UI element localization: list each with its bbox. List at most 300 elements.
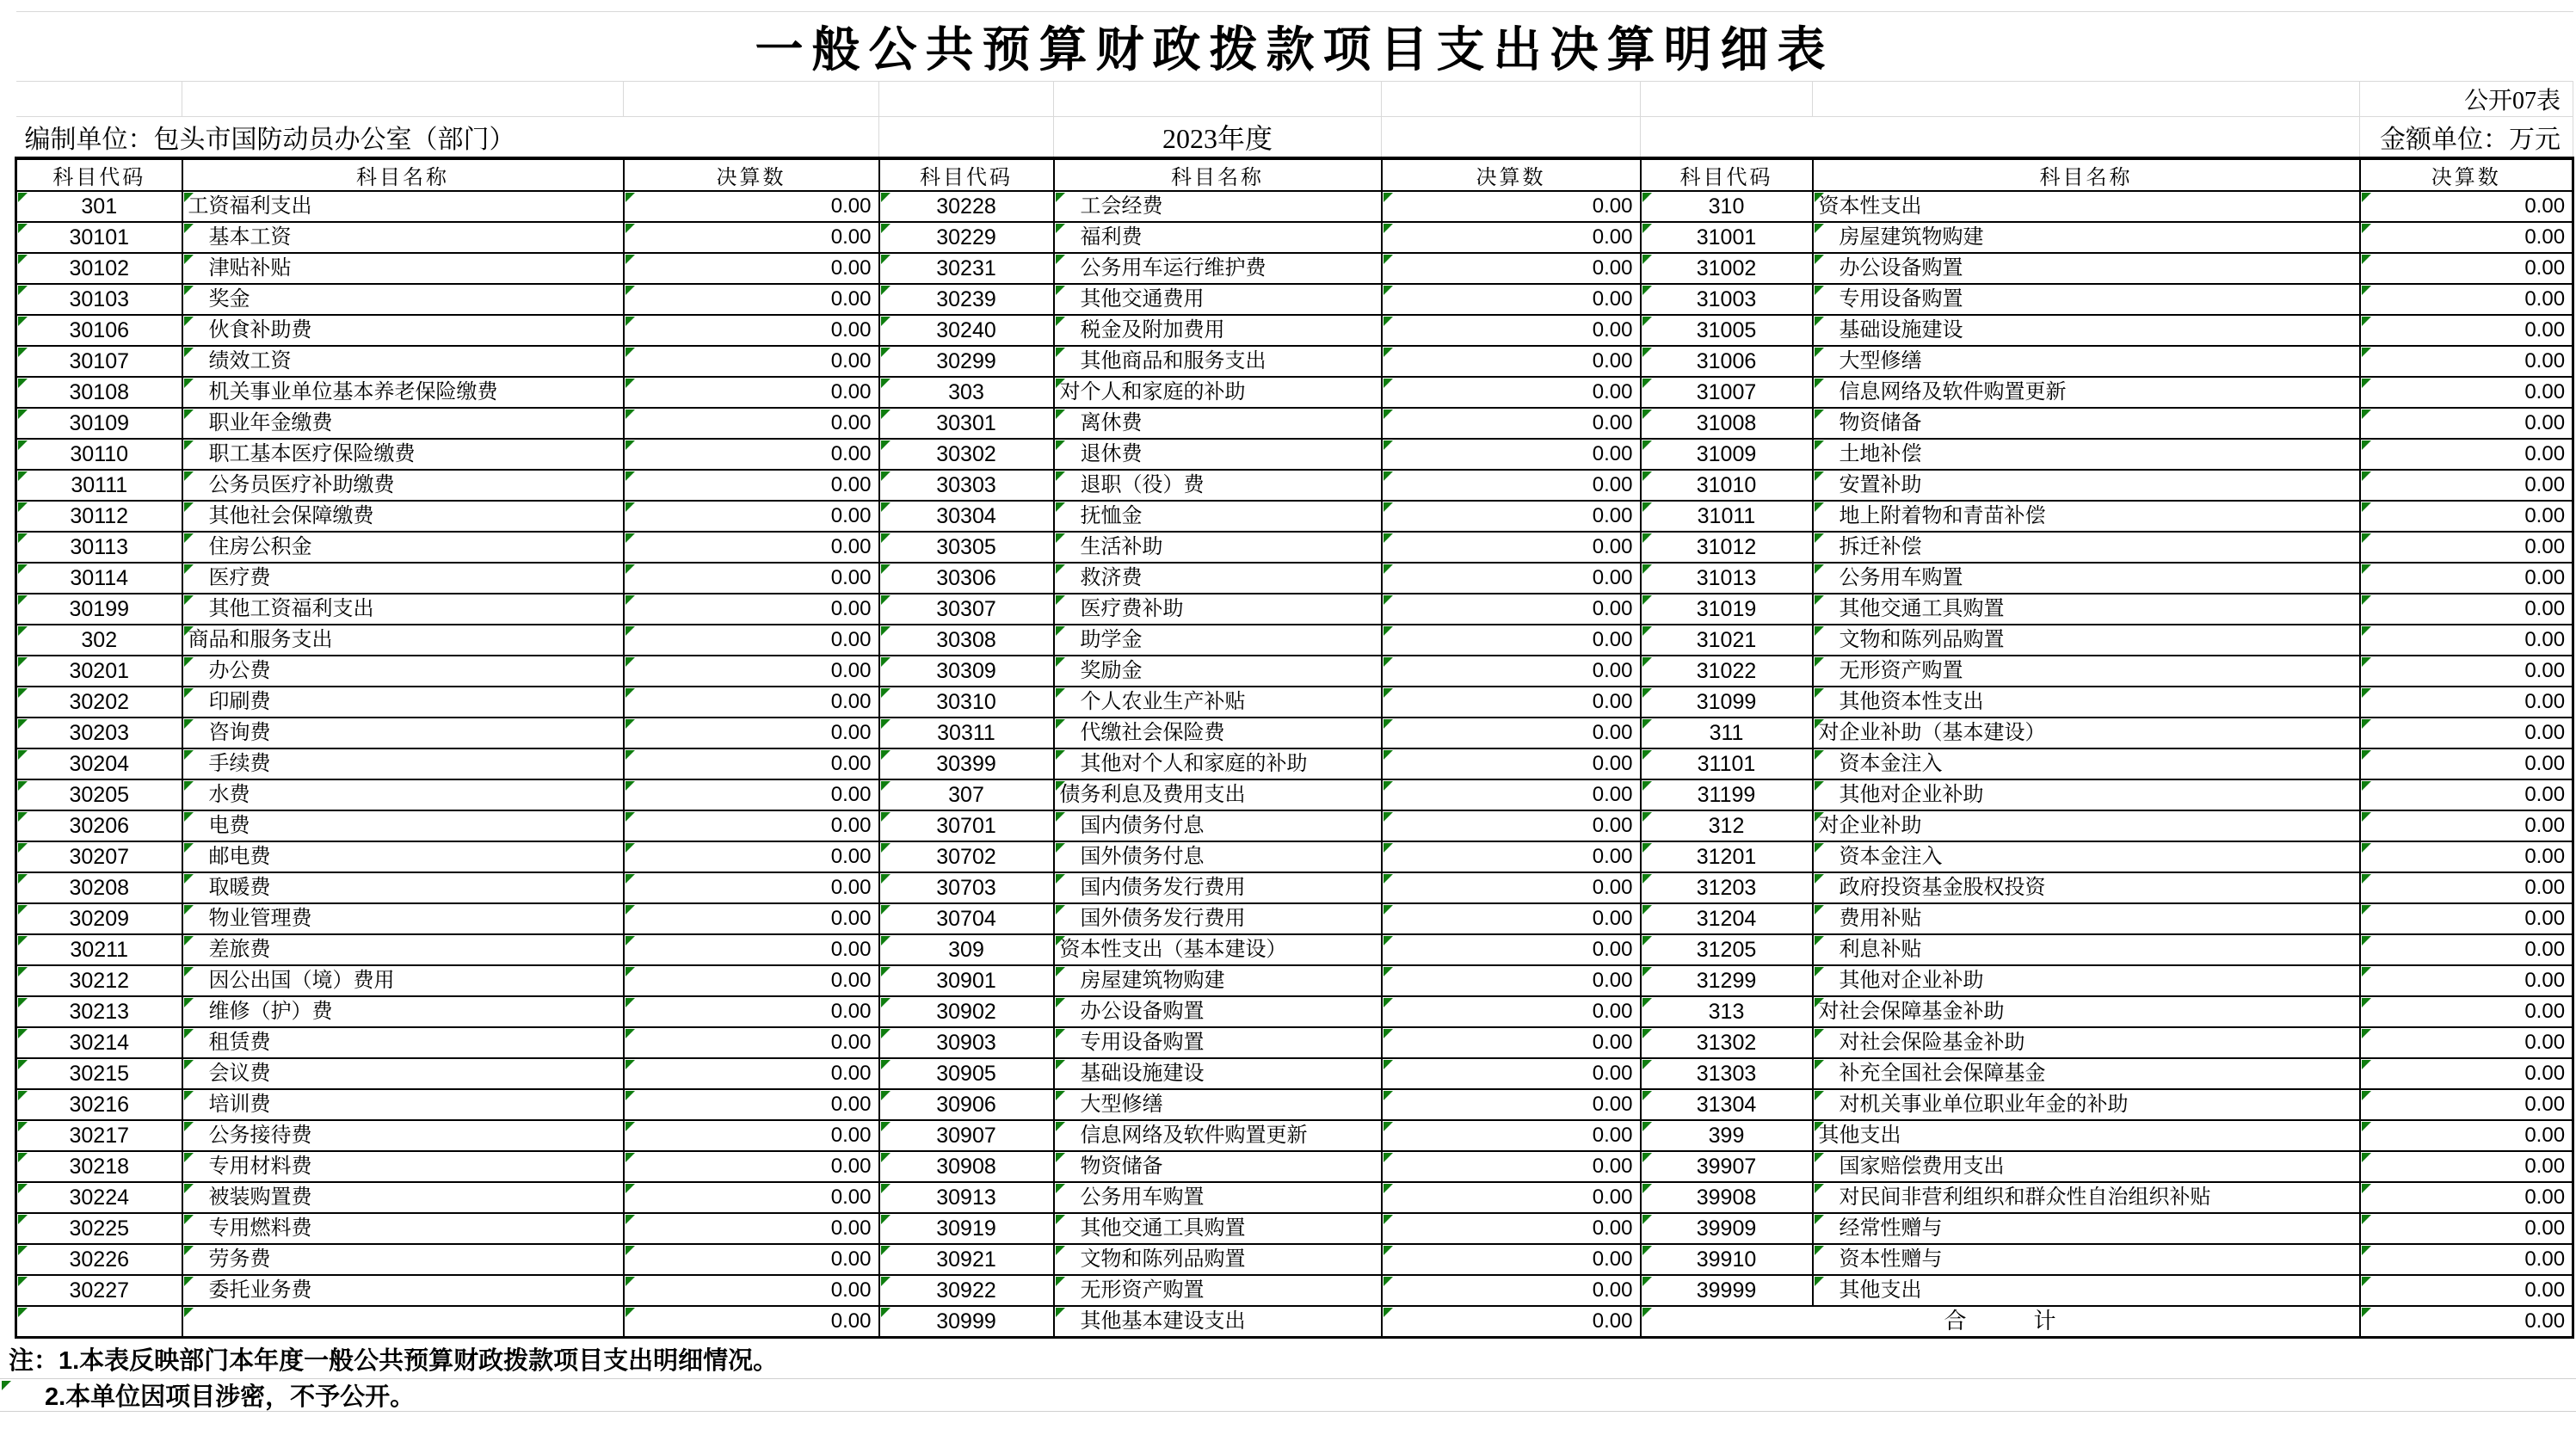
amount-cell: 0.00 xyxy=(2360,222,2573,253)
amount-cell: 0.00 xyxy=(2360,718,2573,748)
subject-code-cell: 31007 xyxy=(1641,377,1813,408)
subject-code-cell: 30109 xyxy=(16,408,182,439)
subject-code-cell: 311 xyxy=(1641,718,1813,748)
subject-code-cell: 30112 xyxy=(16,501,182,532)
subject-code-cell: 30204 xyxy=(16,748,182,779)
amount-cell: 0.00 xyxy=(624,346,879,377)
budget-detail-sheet xyxy=(0,11,2576,1429)
subject-name-cell: 其他交通工具购置 xyxy=(1813,594,2360,625)
page-title: 一般公共预算财政拨款项目支出决算明细表 xyxy=(16,12,2573,82)
amount-cell: 0.00 xyxy=(2360,841,2573,872)
amount-cell: 0.00 xyxy=(624,1027,879,1058)
amount-cell: 0.00 xyxy=(1382,563,1641,594)
subject-code-cell: 31005 xyxy=(1641,315,1813,346)
subject-code-cell: 30307 xyxy=(879,594,1054,625)
subject-name-cell: 基础设施建设 xyxy=(1813,315,2360,346)
subject-name-cell: 其他交通工具购置 xyxy=(1054,1213,1382,1244)
note-line-2: 2.本单位因项目涉密，不予公开。 xyxy=(0,1379,2576,1412)
table-row xyxy=(16,687,2573,718)
subject-name-cell: 商品和服务支出 xyxy=(182,625,624,656)
subject-code-cell: 31001 xyxy=(1641,222,1813,253)
subject-code-cell: 30399 xyxy=(879,748,1054,779)
amount-cell: 0.00 xyxy=(1382,470,1641,501)
amount-cell: 0.00 xyxy=(2360,191,2573,222)
subject-name-cell: 经常性赠与 xyxy=(1813,1213,2360,1244)
table-row xyxy=(16,501,2573,532)
subject-name-cell: 对企业补助（基本建设） xyxy=(1813,718,2360,748)
subject-name-cell: 其他工资福利支出 xyxy=(182,594,624,625)
spacer-cell xyxy=(1641,117,2360,159)
amount-cell: 0.00 xyxy=(1382,687,1641,718)
amount-cell: 0.00 xyxy=(624,934,879,965)
subject-code-cell: 30302 xyxy=(879,439,1054,470)
table-row xyxy=(16,1275,2573,1306)
subject-name-cell: 拆迁补偿 xyxy=(1813,532,2360,563)
subject-name-cell: 劳务费 xyxy=(182,1244,624,1275)
amount-cell: 0.00 xyxy=(624,532,879,563)
subject-code-cell: 31303 xyxy=(1641,1058,1813,1089)
subject-code-cell: 30106 xyxy=(16,315,182,346)
header-amount-3: 决算数 xyxy=(2360,158,2573,191)
subject-name-cell: 其他资本性支出 xyxy=(1813,687,2360,718)
subject-name-cell: 对个人和家庭的补助 xyxy=(1054,377,1382,408)
subject-code-cell: 30239 xyxy=(879,284,1054,315)
amount-cell: 0.00 xyxy=(1382,1182,1641,1213)
subject-name-cell: 工会经费 xyxy=(1054,191,1382,222)
amount-cell: 0.00 xyxy=(624,315,879,346)
subject-code-cell: 30108 xyxy=(16,377,182,408)
header-subject-code-3: 科目代码 xyxy=(1641,158,1813,191)
amount-cell: 0.00 xyxy=(2360,470,2573,501)
table-row xyxy=(16,408,2573,439)
amount-cell: 0.00 xyxy=(1382,1120,1641,1151)
subject-code-cell: 399 xyxy=(1641,1120,1813,1151)
spacer-cell xyxy=(16,82,182,117)
subject-code-cell: 310 xyxy=(1641,191,1813,222)
amount-cell: 0.00 xyxy=(624,377,879,408)
subject-name-cell: 其他支出 xyxy=(1813,1275,2360,1306)
spacer-cell xyxy=(624,82,879,117)
header-subject-name-2: 科目名称 xyxy=(1054,158,1382,191)
subject-name-cell: 邮电费 xyxy=(182,841,624,872)
subject-code-cell: 31201 xyxy=(1641,841,1813,872)
amount-cell: 0.00 xyxy=(2360,934,2573,965)
amount-cell: 0.00 xyxy=(624,841,879,872)
table-row xyxy=(16,1058,2573,1089)
amount-cell: 0.00 xyxy=(1382,1027,1641,1058)
amount-cell: 0.00 xyxy=(1382,284,1641,315)
subject-name-cell xyxy=(182,1306,624,1338)
subject-code-cell: 31010 xyxy=(1641,470,1813,501)
subject-code-cell: 31002 xyxy=(1641,253,1813,284)
subject-name-cell: 办公费 xyxy=(182,656,624,687)
subject-code-cell: 30922 xyxy=(879,1275,1054,1306)
amount-cell: 0.00 xyxy=(624,563,879,594)
subject-code-cell: 30114 xyxy=(16,563,182,594)
amount-cell: 0.00 xyxy=(624,810,879,841)
subject-code-cell: 301 xyxy=(16,191,182,222)
subject-code-cell: 31204 xyxy=(1641,903,1813,934)
subject-name-cell: 大型修缮 xyxy=(1054,1089,1382,1120)
subject-name-cell: 退休费 xyxy=(1054,439,1382,470)
subject-code-cell: 30228 xyxy=(879,191,1054,222)
spacer-cell xyxy=(182,82,624,117)
subject-name-cell: 资本性赠与 xyxy=(1813,1244,2360,1275)
subject-code-cell: 31012 xyxy=(1641,532,1813,563)
subject-name-cell: 奖金 xyxy=(182,284,624,315)
subject-name-cell: 国内债务付息 xyxy=(1054,810,1382,841)
subject-name-cell: 国外债务发行费用 xyxy=(1054,903,1382,934)
subject-name-cell: 费用补贴 xyxy=(1813,903,2360,934)
amount-cell: 0.00 xyxy=(2360,563,2573,594)
amount-cell: 0.00 xyxy=(1382,903,1641,934)
subject-code-cell: 39909 xyxy=(1641,1213,1813,1244)
amount-cell: 0.00 xyxy=(2360,872,2573,903)
subject-name-cell: 大型修缮 xyxy=(1813,346,2360,377)
amount-cell: 0.00 xyxy=(1382,996,1641,1027)
spacer-cell xyxy=(1382,117,1641,159)
subject-name-cell: 公务用车购置 xyxy=(1054,1182,1382,1213)
subject-code-cell: 30216 xyxy=(16,1089,182,1120)
subject-name-cell: 其他对企业补助 xyxy=(1813,779,2360,810)
subject-name-cell: 公务员医疗补助缴费 xyxy=(182,470,624,501)
amount-cell: 0.00 xyxy=(2360,315,2573,346)
subject-name-cell: 对民间非营利组织和群众性自治组织补贴 xyxy=(1813,1182,2360,1213)
table-row xyxy=(16,841,2573,872)
table-row xyxy=(16,1151,2573,1182)
subject-code-cell: 30903 xyxy=(879,1027,1054,1058)
amount-cell: 0.00 xyxy=(1382,377,1641,408)
subject-name-cell: 其他支出 xyxy=(1813,1120,2360,1151)
table-row xyxy=(16,439,2573,470)
subject-code-cell: 30103 xyxy=(16,284,182,315)
table-row xyxy=(16,872,2573,903)
subject-name-cell: 生活补助 xyxy=(1054,532,1382,563)
subject-name-cell: 福利费 xyxy=(1054,222,1382,253)
subject-name-cell: 助学金 xyxy=(1054,625,1382,656)
subject-code-cell: 30203 xyxy=(16,718,182,748)
subject-code-cell: 30199 xyxy=(16,594,182,625)
subject-name-cell: 土地补偿 xyxy=(1813,439,2360,470)
budget-detail-table xyxy=(15,11,2574,1339)
subject-name-cell: 公务用车运行维护费 xyxy=(1054,253,1382,284)
subject-code-cell: 30308 xyxy=(879,625,1054,656)
subject-name-cell: 对社会保险基金补助 xyxy=(1813,1027,2360,1058)
amount-cell: 0.00 xyxy=(624,779,879,810)
subject-code-cell: 30110 xyxy=(16,439,182,470)
header-subject-code-1: 科目代码 xyxy=(16,158,182,191)
subject-name-cell: 因公出国（境）费用 xyxy=(182,965,624,996)
amount-cell: 0.00 xyxy=(1382,1244,1641,1275)
subject-name-cell: 住房公积金 xyxy=(182,532,624,563)
subject-name-cell: 水费 xyxy=(182,779,624,810)
subject-code-cell: 31299 xyxy=(1641,965,1813,996)
spacer-cell xyxy=(879,82,1054,117)
subject-name-cell: 奖励金 xyxy=(1054,656,1382,687)
subject-code-cell: 31011 xyxy=(1641,501,1813,532)
subject-name-cell: 职工基本医疗保险缴费 xyxy=(182,439,624,470)
table-row xyxy=(16,656,2573,687)
subject-code-cell: 30225 xyxy=(16,1213,182,1244)
sheet-label-row xyxy=(16,82,2573,117)
amount-cell: 0.00 xyxy=(1382,1275,1641,1306)
header-subject-code-2: 科目代码 xyxy=(879,158,1054,191)
amount-cell: 0.00 xyxy=(624,996,879,1027)
table-row xyxy=(16,1244,2573,1275)
spacer-cell xyxy=(1641,82,1813,117)
subject-name-cell: 国内债务发行费用 xyxy=(1054,872,1382,903)
spacer-cell xyxy=(1054,82,1382,117)
subject-name-cell: 物资储备 xyxy=(1054,1151,1382,1182)
sheet-label: 公开07表 xyxy=(2360,82,2573,117)
amount-cell: 0.00 xyxy=(1382,934,1641,965)
subject-code-cell: 30301 xyxy=(879,408,1054,439)
amount-cell: 0.00 xyxy=(624,408,879,439)
amount-cell: 0.00 xyxy=(2360,965,2573,996)
subject-code-cell: 30207 xyxy=(16,841,182,872)
amount-cell: 0.00 xyxy=(2360,594,2573,625)
table-row xyxy=(16,315,2573,346)
amount-cell: 0.00 xyxy=(2360,810,2573,841)
table-row xyxy=(16,191,2573,222)
subject-code-cell: 30113 xyxy=(16,532,182,563)
subject-code-cell: 31008 xyxy=(1641,408,1813,439)
amount-cell: 0.00 xyxy=(2360,377,2573,408)
subject-name-cell: 利息补贴 xyxy=(1813,934,2360,965)
amount-cell: 0.00 xyxy=(1382,191,1641,222)
spacer-cell xyxy=(1382,82,1641,117)
subject-name-cell: 咨询费 xyxy=(182,718,624,748)
subject-code-cell: 30231 xyxy=(879,253,1054,284)
subject-name-cell: 专用设备购置 xyxy=(1813,284,2360,315)
subject-name-cell: 抚恤金 xyxy=(1054,501,1382,532)
amount-cell: 0.00 xyxy=(624,470,879,501)
table-row xyxy=(16,996,2573,1027)
subject-name-cell: 救济费 xyxy=(1054,563,1382,594)
amount-cell: 0.00 xyxy=(1382,779,1641,810)
subject-code-cell: 30224 xyxy=(16,1182,182,1213)
subject-name-cell: 绩效工资 xyxy=(182,346,624,377)
subject-name-cell: 其他社会保障缴费 xyxy=(182,501,624,532)
amount-cell: 0.00 xyxy=(2360,1275,2573,1306)
subject-code-cell: 303 xyxy=(879,377,1054,408)
subject-code-cell: 30908 xyxy=(879,1151,1054,1182)
subject-name-cell: 房屋建筑物购建 xyxy=(1813,222,2360,253)
amount-cell: 0.00 xyxy=(1382,810,1641,841)
subject-name-cell: 电费 xyxy=(182,810,624,841)
amount-cell: 0.00 xyxy=(624,718,879,748)
table-row xyxy=(16,253,2573,284)
subject-name-cell: 职业年金缴费 xyxy=(182,408,624,439)
table-row xyxy=(16,222,2573,253)
amount-cell: 0.00 xyxy=(1382,1306,1641,1338)
subject-code-cell: 30229 xyxy=(879,222,1054,253)
subject-code-cell: 30101 xyxy=(16,222,182,253)
table-row xyxy=(16,284,2573,315)
subject-name-cell: 安置补助 xyxy=(1813,470,2360,501)
subject-name-cell: 信息网络及软件购置更新 xyxy=(1813,377,2360,408)
amount-cell: 0.00 xyxy=(624,1089,879,1120)
totals-row xyxy=(16,1306,2573,1338)
subject-name-cell: 物业管理费 xyxy=(182,903,624,934)
subject-name-cell: 差旅费 xyxy=(182,934,624,965)
subject-name-cell: 机关事业单位基本养老保险缴费 xyxy=(182,377,624,408)
amount-cell: 0.00 xyxy=(624,1306,879,1338)
amount-cell: 0.00 xyxy=(1382,439,1641,470)
amount-cell: 0.00 xyxy=(1382,346,1641,377)
header-subject-name-3: 科目名称 xyxy=(1813,158,2360,191)
subject-code-cell: 30701 xyxy=(879,810,1054,841)
subject-code-cell: 30311 xyxy=(879,718,1054,748)
spacer-cell xyxy=(879,117,1054,159)
subject-code-cell: 31101 xyxy=(1641,748,1813,779)
header-subject-name-1: 科目名称 xyxy=(182,158,624,191)
subject-code-cell: 302 xyxy=(16,625,182,656)
table-row xyxy=(16,346,2573,377)
subject-name-cell: 手续费 xyxy=(182,748,624,779)
subject-name-cell: 工资福利支出 xyxy=(182,191,624,222)
amount-cell: 0.00 xyxy=(1382,532,1641,563)
amount-cell: 0.00 xyxy=(624,222,879,253)
amount-cell: 0.00 xyxy=(2360,1244,2573,1275)
table-row xyxy=(16,903,2573,934)
subject-code-cell: 30214 xyxy=(16,1027,182,1058)
subject-code-cell: 31205 xyxy=(1641,934,1813,965)
table-row xyxy=(16,779,2573,810)
subject-code-cell: 30305 xyxy=(879,532,1054,563)
subject-name-cell: 对机关事业单位职业年金的补助 xyxy=(1813,1089,2360,1120)
subject-name-cell: 文物和陈列品购置 xyxy=(1813,625,2360,656)
amount-cell: 0.00 xyxy=(624,903,879,934)
subject-code-cell: 313 xyxy=(1641,996,1813,1027)
amount-cell: 0.00 xyxy=(1382,253,1641,284)
amount-cell: 0.00 xyxy=(2360,1306,2573,1338)
subject-code-cell: 31203 xyxy=(1641,872,1813,903)
subject-name-cell: 资本性支出（基本建设） xyxy=(1054,934,1382,965)
subject-code-cell: 30218 xyxy=(16,1151,182,1182)
amount-cell: 0.00 xyxy=(1382,1058,1641,1089)
subject-code-cell: 30304 xyxy=(879,501,1054,532)
subject-name-cell: 其他对企业补助 xyxy=(1813,965,2360,996)
table-row xyxy=(16,1027,2573,1058)
header-amount-1: 决算数 xyxy=(624,158,879,191)
amount-cell: 0.00 xyxy=(624,687,879,718)
subject-name-cell: 离休费 xyxy=(1054,408,1382,439)
amount-cell: 0.00 xyxy=(624,501,879,532)
subject-name-cell: 国外债务付息 xyxy=(1054,841,1382,872)
spacer-cell xyxy=(1813,82,2360,117)
amount-cell: 0.00 xyxy=(1382,408,1641,439)
subject-code-cell: 30202 xyxy=(16,687,182,718)
amount-cell: 0.00 xyxy=(1382,965,1641,996)
subject-code-cell: 30703 xyxy=(879,872,1054,903)
subject-code-cell: 30201 xyxy=(16,656,182,687)
amount-cell: 0.00 xyxy=(2360,625,2573,656)
amount-cell: 0.00 xyxy=(624,284,879,315)
subject-name-cell: 其他商品和服务支出 xyxy=(1054,346,1382,377)
subject-name-cell: 办公设备购置 xyxy=(1813,253,2360,284)
subject-code-cell: 39908 xyxy=(1641,1182,1813,1213)
table-row xyxy=(16,625,2573,656)
subject-code-cell: 30921 xyxy=(879,1244,1054,1275)
subject-code-cell: 30211 xyxy=(16,934,182,965)
table-row xyxy=(16,470,2573,501)
subject-name-cell: 政府投资基金股权投资 xyxy=(1813,872,2360,903)
subject-name-cell: 专用设备购置 xyxy=(1054,1027,1382,1058)
subject-code-cell: 30226 xyxy=(16,1244,182,1275)
subject-code-cell: 30209 xyxy=(16,903,182,934)
subject-code-cell: 30240 xyxy=(879,315,1054,346)
amount-cell: 0.00 xyxy=(2360,748,2573,779)
amount-cell: 0.00 xyxy=(1382,315,1641,346)
subject-code-cell: 31304 xyxy=(1641,1089,1813,1120)
subject-name-cell: 伙食补助费 xyxy=(182,315,624,346)
amount-cell: 0.00 xyxy=(624,594,879,625)
subject-name-cell: 债务利息及费用支出 xyxy=(1054,779,1382,810)
subject-code-cell: 30702 xyxy=(879,841,1054,872)
amount-cell: 0.00 xyxy=(2360,903,2573,934)
subject-name-cell: 无形资产购置 xyxy=(1813,656,2360,687)
subject-name-cell: 被装购置费 xyxy=(182,1182,624,1213)
subject-name-cell: 文物和陈列品购置 xyxy=(1054,1244,1382,1275)
subject-code-cell: 30217 xyxy=(16,1120,182,1151)
amount-cell: 0.00 xyxy=(2360,284,2573,315)
subject-code-cell: 30902 xyxy=(879,996,1054,1027)
subject-code-cell: 31099 xyxy=(1641,687,1813,718)
amount-cell: 0.00 xyxy=(624,1151,879,1182)
amount-cell: 0.00 xyxy=(1382,656,1641,687)
subject-name-cell: 基本工资 xyxy=(182,222,624,253)
subject-name-cell: 会议费 xyxy=(182,1058,624,1089)
subject-name-cell: 个人农业生产补贴 xyxy=(1054,687,1382,718)
amount-cell: 0.00 xyxy=(2360,1058,2573,1089)
subject-name-cell: 租赁费 xyxy=(182,1027,624,1058)
subject-name-cell: 对企业补助 xyxy=(1813,810,2360,841)
subject-name-cell: 资本金注入 xyxy=(1813,841,2360,872)
amount-cell: 0.00 xyxy=(2360,1089,2573,1120)
table-row xyxy=(16,377,2573,408)
subject-code-cell: 30208 xyxy=(16,872,182,903)
meta-row xyxy=(16,117,2573,159)
amount-cell: 0.00 xyxy=(1382,872,1641,903)
subject-code-cell: 30919 xyxy=(879,1213,1054,1244)
prepared-by-label: 编制单位：包头市国防动员办公室（部门） xyxy=(16,117,879,159)
amount-cell: 0.00 xyxy=(1382,594,1641,625)
amount-cell: 0.00 xyxy=(2360,779,2573,810)
amount-cell: 0.00 xyxy=(2360,687,2573,718)
amount-cell: 0.00 xyxy=(1382,1089,1641,1120)
amount-cell: 0.00 xyxy=(2360,996,2573,1027)
amount-cell: 0.00 xyxy=(1382,1213,1641,1244)
subject-name-cell: 基础设施建设 xyxy=(1054,1058,1382,1089)
subject-code-cell: 30215 xyxy=(16,1058,182,1089)
amount-cell: 0.00 xyxy=(2360,501,2573,532)
amount-cell: 0.00 xyxy=(2360,1213,2573,1244)
amount-cell: 0.00 xyxy=(2360,439,2573,470)
amount-cell: 0.00 xyxy=(2360,346,2573,377)
amount-cell: 0.00 xyxy=(2360,1027,2573,1058)
table-row xyxy=(16,563,2573,594)
subject-name-cell: 补充全国社会保障基金 xyxy=(1813,1058,2360,1089)
table-row xyxy=(16,748,2573,779)
table-row xyxy=(16,1213,2573,1244)
subject-code-cell: 39910 xyxy=(1641,1244,1813,1275)
subject-name-cell: 公务用车购置 xyxy=(1813,563,2360,594)
amount-cell: 0.00 xyxy=(624,1120,879,1151)
subject-code-cell: 31022 xyxy=(1641,656,1813,687)
amount-cell: 0.00 xyxy=(624,1058,879,1089)
subject-code-cell: 312 xyxy=(1641,810,1813,841)
